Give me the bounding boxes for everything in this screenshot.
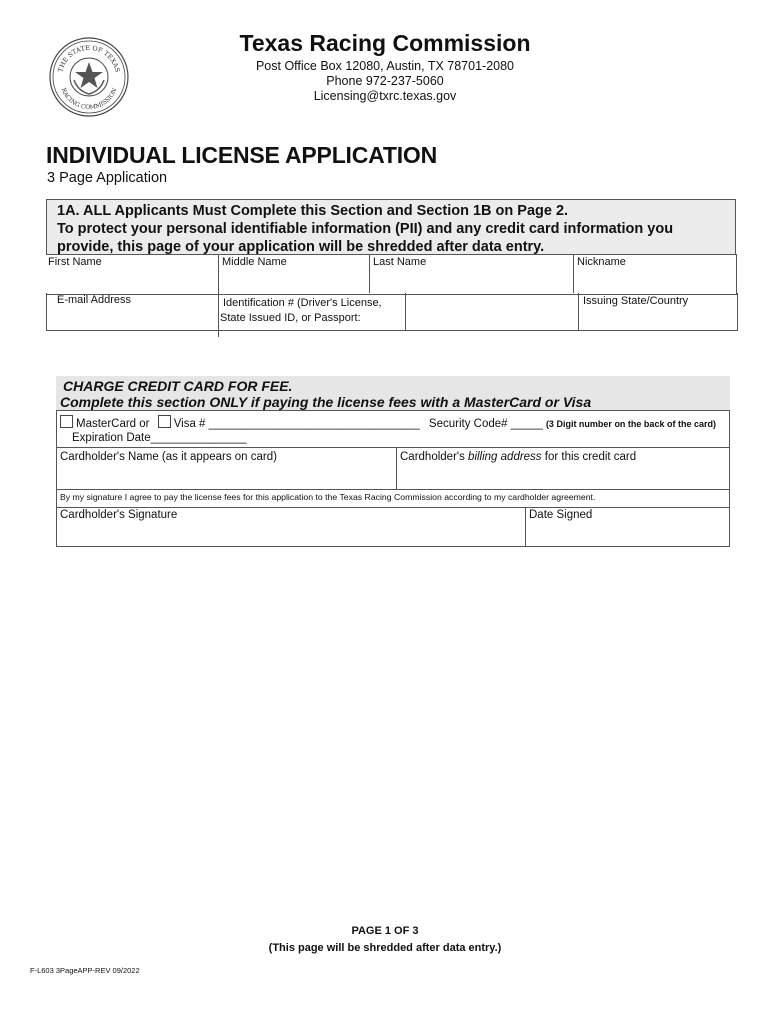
shred-note: (This page will be shredded after data entry.) [268, 942, 502, 954]
issuing-state-field[interactable] [583, 295, 734, 328]
nickname-field[interactable] [577, 256, 734, 292]
licensing-email: Licensing@txrc.texas.gov [313, 89, 457, 103]
form-title: INDIVIDUAL LICENSE APPLICATION [46, 142, 437, 168]
first-name-field[interactable] [48, 256, 216, 292]
first-name-label: First Name [48, 256, 102, 268]
id-label-line2: State Issued ID, or Passport: [220, 312, 361, 324]
last-name-field[interactable] [373, 256, 571, 292]
page-number: PAGE 1 OF 3 [351, 925, 419, 937]
divider [525, 507, 526, 546]
identification-number-field[interactable] [407, 295, 576, 328]
cardholder-name-label: Cardholder's Name (as it appears on card) [60, 451, 277, 463]
divider [56, 489, 730, 490]
email-address-field[interactable] [57, 294, 215, 328]
divider [56, 507, 730, 508]
billing-label-prefix: Cardholder's [400, 451, 469, 463]
visa-number-label[interactable]: Visa # _________________________________ [173, 418, 420, 430]
security-code-note: (3 Digit number on the back of the card) [545, 419, 716, 429]
billing-address-field[interactable] [400, 451, 728, 487]
date-signed-field[interactable] [529, 509, 728, 545]
date-signed-label: Date Signed [529, 509, 593, 521]
section-1a-line3: provide, this page of your application will be shredded after data entry. [57, 239, 545, 255]
cardholder-signature-field[interactable] [60, 509, 522, 545]
cardholder-signature-label: Cardholder's Signature [60, 509, 178, 521]
form-number: F-L603 3PageAPP-REV 09/2022 [30, 966, 140, 975]
credit-card-subtitle: Complete this section ONLY if paying the license fees with a MasterCard or Visa [60, 394, 592, 410]
visa-checkbox[interactable] [158, 415, 171, 428]
middle-name-label: Middle Name [222, 256, 287, 268]
commission-name: Texas Racing Commission [239, 30, 531, 56]
middle-name-field[interactable] [222, 256, 367, 292]
section-1a-line1: 1A. ALL Applicants Must Complete this Section and Section 1B on Page 2. [57, 203, 569, 219]
identification-number-label [220, 296, 403, 328]
mailing-address: Post Office Box 12080, Austin, TX 78701-2080 [255, 59, 515, 73]
credit-card-heading [56, 376, 730, 411]
seal-text-bottom: RACING COMMISSION [59, 87, 119, 112]
email-address-label: E-mail Address [57, 294, 131, 306]
last-name-label: Last Name [373, 256, 427, 268]
divider [405, 293, 406, 330]
divider [56, 447, 730, 448]
id-label-line1: Identification # (Driver's License, [223, 297, 382, 309]
divider [396, 447, 397, 489]
credit-card-title: CHARGE CREDIT CARD FOR FEE. [63, 378, 293, 394]
divider [369, 254, 370, 293]
billing-label-italic: billing address [468, 451, 542, 463]
section-1a-heading [46, 199, 736, 254]
cardholder-name-field[interactable] [60, 451, 393, 487]
divider [218, 254, 219, 293]
form-subtitle: 3 Page Application [47, 170, 168, 186]
mastercard-checkbox[interactable] [60, 415, 73, 428]
cardholder-agreement-text: By my signature I agree to pay the license fees for this application to the Texas Racing Commission according to my cardholder agreement. [60, 492, 596, 502]
mastercard-label: MasterCard or [76, 418, 150, 430]
expiration-date-field[interactable]: Expiration Date_______________ [72, 432, 247, 444]
nickname-label: Nickname [577, 256, 626, 268]
divider [218, 293, 219, 337]
card-type-row [60, 415, 728, 430]
issuing-state-label: Issuing State/Country [583, 295, 689, 307]
security-code-label[interactable]: Security Code# _____ [428, 418, 543, 430]
seal-text-top: THE STATE OF TEXAS [56, 43, 122, 74]
divider [573, 254, 574, 293]
section-1a-line2: To protect your personal identifiable information (PII) and any credit card information you [57, 221, 674, 237]
phone-number: Phone 972-237-5060 [326, 74, 444, 88]
divider [578, 293, 579, 330]
billing-label-suffix: for this credit card [541, 451, 637, 463]
